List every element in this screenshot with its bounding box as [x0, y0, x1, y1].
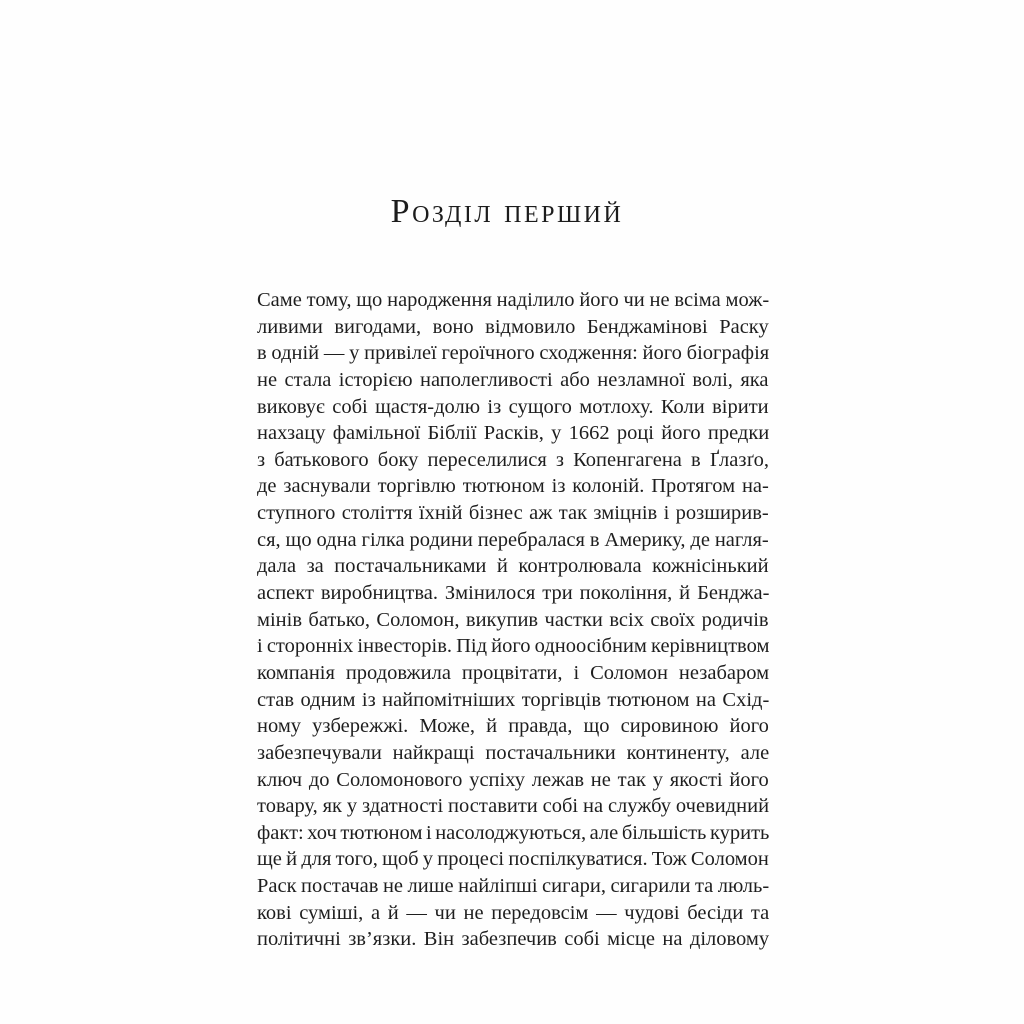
text-line: ному узбережжі. Може, й правда, що сировиною його [257, 715, 769, 738]
text-line: факт: хоч тютюном і насолоджуються, але більшість курить [257, 821, 770, 844]
text-line: і сторонніх інвесторів. Під його одноосібним керівництвом [257, 635, 770, 658]
text-line: ключ до Соломонового успіху лежав не так у якості його [257, 768, 769, 791]
chapter-title: Розділ перший [390, 193, 624, 230]
text-line: ще й для того, щоб у процесі поспілкуватися. Тож Соломон [257, 848, 769, 871]
text-line: в одній — у привілеї героїчного сходження: його біографія [257, 342, 770, 365]
text-line: товару, як у здатності поставити собі на службу очевидний [257, 795, 770, 818]
text-line: з батькового боку переселилися з Копенгагена в Ґлазґо, [257, 448, 770, 471]
text-line: ся, що одна гілка родини перебралася в Америку, де нагля- [257, 528, 769, 551]
text-line: Раск постачав не лише найліпші сигари, сигарили та люль- [257, 875, 770, 898]
text-line: аспект виробництва. Змінилося три покоління, й Бенджа- [257, 582, 770, 605]
text-line: дала за постачальниками й контролювала кожнісінький [257, 555, 769, 578]
text-line: мінів батько, Соломон, викупив частки всіх своїх родичів [257, 608, 769, 631]
text-line: виковує собі щастя-долю із сущого мотлоху. Коли вірити [257, 395, 769, 418]
body-paragraph [257, 287, 769, 953]
text-line: Саме тому, що народження наділило його чи не всіма мож- [257, 289, 770, 311]
text-line: політичні зв’язки. Він забезпечив собі місце на діловому [257, 928, 770, 951]
text-line: ступного століття їхній бізнес аж так зміцнів і розширив- [257, 502, 769, 525]
text-line: нахзацу фамільної Біблії Расків, у 1662 році його предки [257, 422, 770, 445]
text-line: де заснували торгівлю тютюном із колоній. Протягом на- [257, 475, 769, 498]
text-line: став одним із найпомітніших торгівців тютюном на Схід- [257, 688, 770, 711]
text-line: ливими вигодами, воно відмовило Бенджамінові Раску [257, 315, 769, 338]
text-line: компанія продовжила процвітати, і Соломон незабаром [257, 661, 770, 684]
text-line: не стала історією наполегливості або незламної волі, яка [257, 368, 769, 391]
text-line: забезпечували найкращі постачальники континенту, але [257, 741, 770, 764]
text-line: кові суміші, а й — чи не передовсім — чудові бесіди та [257, 901, 770, 924]
